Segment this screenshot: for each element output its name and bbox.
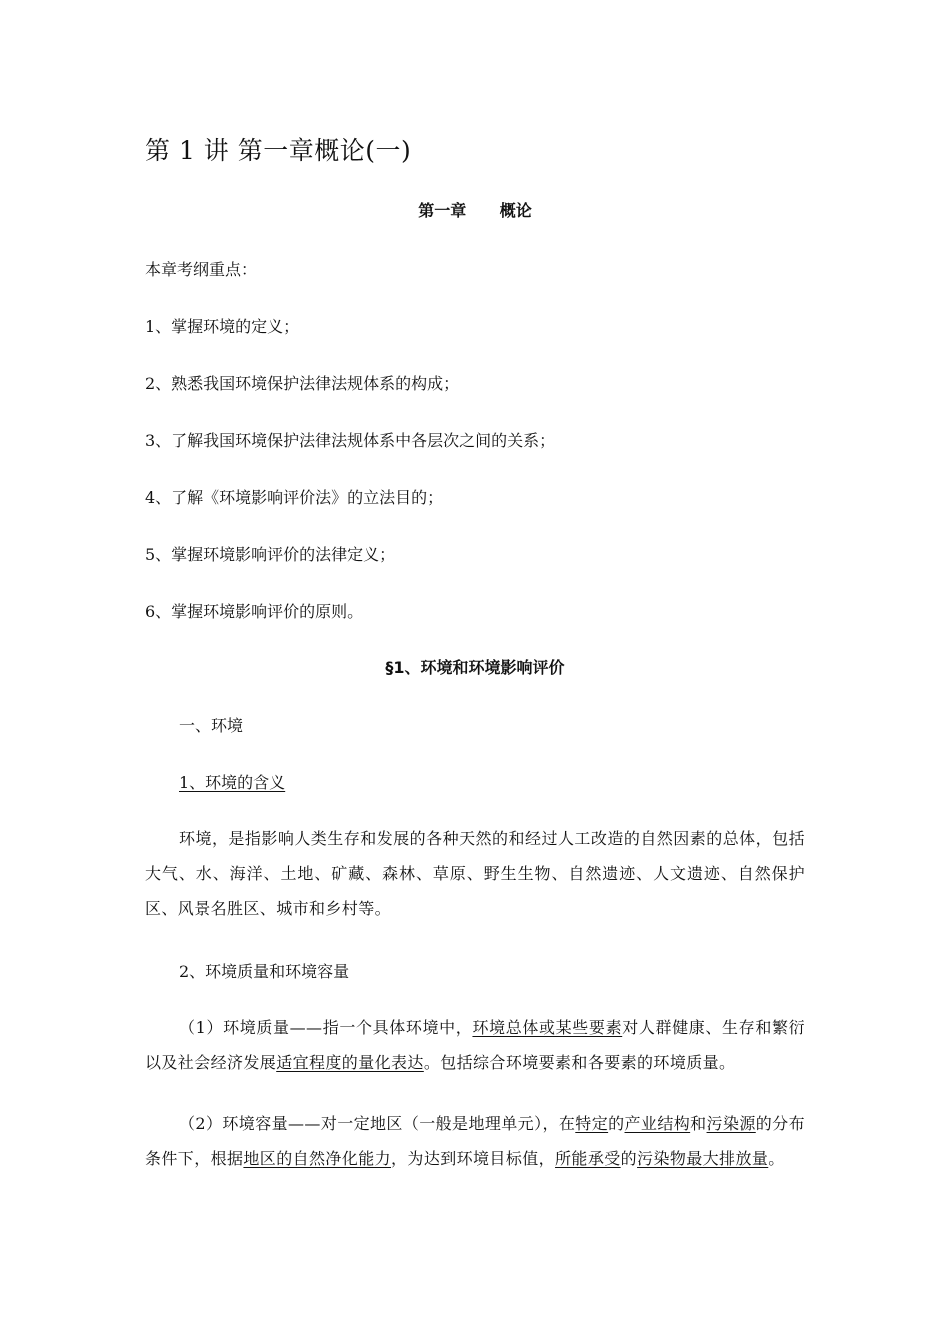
capacity-underlined-4: 地区的自然净化能力: [243, 1149, 392, 1168]
outline-item-4: 4、了解《环境影响评价法》的立法目的；: [145, 488, 444, 507]
environment-quality-paragraph: [145, 1010, 805, 1080]
environment-definition-paragraph: 环境，是指影响人类生存和发展的各种天然的和经过人工改造的自然因素的总体，包括大气、水、海洋、土地、矿藏、森林、草原、野生生物、自然遗迹、人文遗迹、自然保护区、风景名胜区、城市和乡村等。: [145, 829, 805, 918]
outline-item-3: 3、了解我国环境保护法律法规体系中各层次之间的关系；: [145, 431, 556, 450]
subheading-environment-meaning: 1、环境的含义: [179, 773, 286, 792]
outline-item-2: 2、熟悉我国环境保护法律法规体系的构成；: [145, 374, 460, 393]
outline-heading: 本章考纲重点：: [145, 260, 258, 279]
outline-item-6: 6、掌握环境影响评价的原则。: [145, 602, 364, 621]
capacity-text-7: 。: [768, 1149, 785, 1168]
capacity-text-1: （2）环境容量——对一定地区（一般是地理单元），在: [179, 1114, 576, 1133]
subheading-environment: 一、环境: [179, 716, 244, 735]
quality-text-3: 。包括综合环境要素和各要素的环境质量。: [423, 1053, 736, 1072]
capacity-text-6: 的: [620, 1149, 638, 1168]
capacity-underlined-6: 污染物最大排放量: [637, 1149, 769, 1168]
quality-text-2: 对人群健康、生存和繁衍以及社会经济发展: [145, 1018, 805, 1072]
quality-underlined-2: 适宜程度的量化表达: [276, 1053, 424, 1072]
capacity-underlined-1: 特定: [575, 1114, 609, 1133]
capacity-text-3: 和: [690, 1114, 707, 1133]
capacity-underlined-3: 污染源: [706, 1114, 756, 1133]
capacity-text-4: 的分布条件下，根据: [145, 1114, 805, 1168]
outline-item-1: 1、掌握环境的定义；: [145, 317, 300, 336]
outline-item-5: 5、掌握环境影响评价的法律定义；: [145, 545, 396, 564]
capacity-underlined-2: 产业结构: [624, 1114, 691, 1133]
section-title: §1、环境和环境影响评价: [385, 658, 565, 677]
capacity-text-2: 的: [608, 1114, 625, 1133]
lecture-title: 第 1 讲 第一章概论(一): [145, 136, 412, 165]
environment-capacity-paragraph: [145, 1106, 805, 1176]
capacity-text-5: ，为达到环境目标值，: [391, 1149, 556, 1168]
quality-text-1: （1）环境质量——指一个具体环境中，: [179, 1018, 473, 1037]
capacity-underlined-5: 所能承受: [555, 1149, 621, 1168]
subheading-quality-capacity: 2、环境质量和环境容量: [179, 962, 350, 981]
quality-underlined-1: 环境总体或某些要素: [472, 1018, 623, 1037]
chapter-title: 第一章 概论: [418, 201, 532, 220]
